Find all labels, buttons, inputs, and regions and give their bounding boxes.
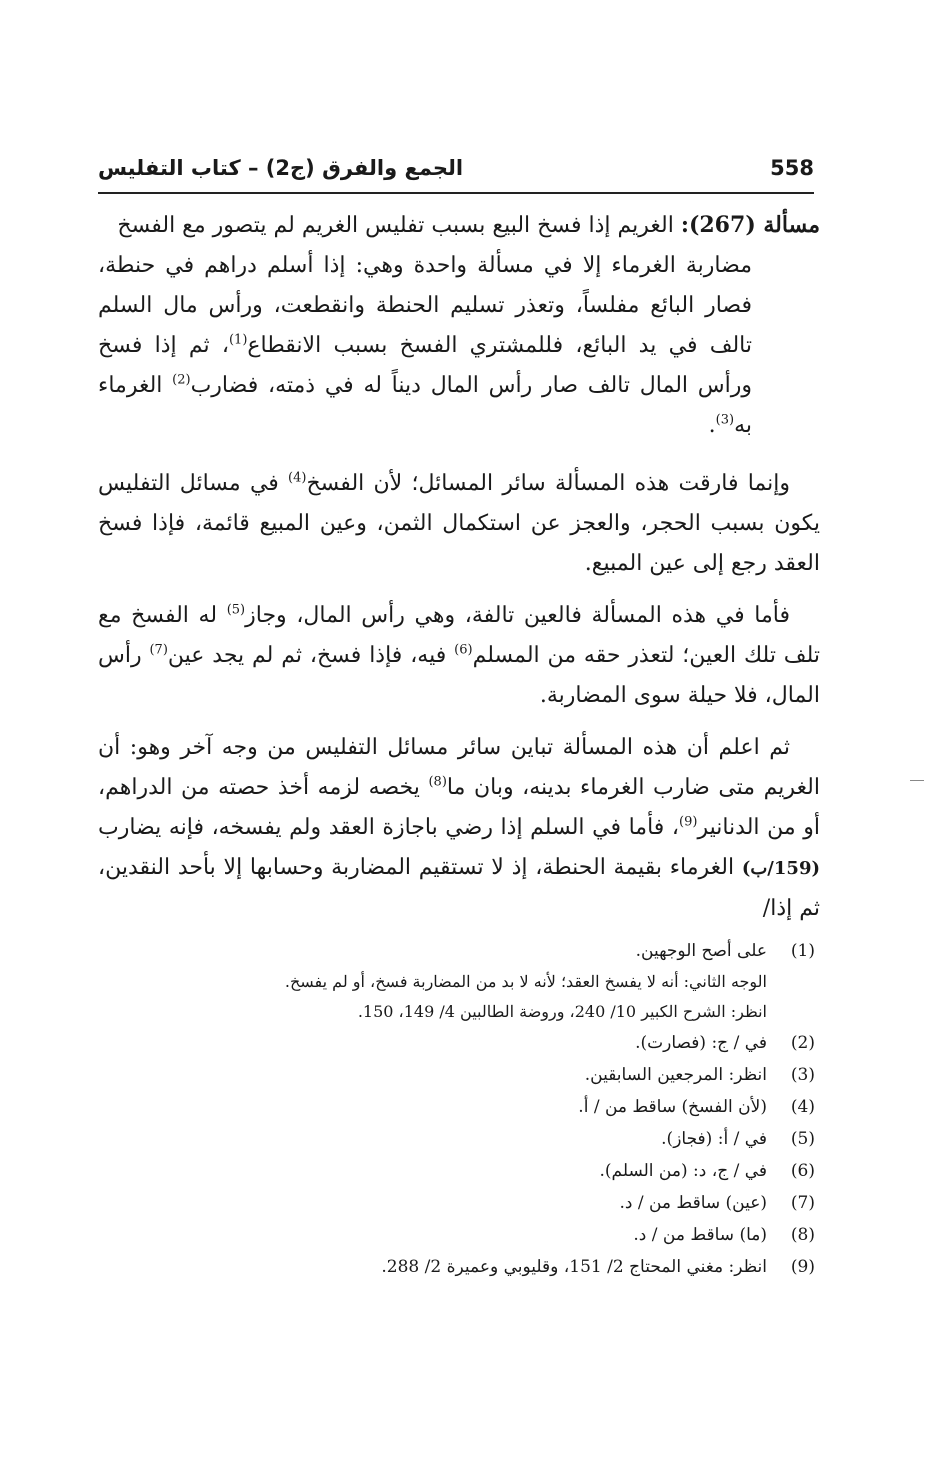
masala-text-a: مضاربة الغرماء إلا في مسألة واحدة وهي: إذا أسلم دراهم في حنطة، فصار البائع مفلساً، وتعذر تسليم الحنطة وانقطعت، ورأس مال السلم تالف في يد البائع، فللمشتري الفسخ بسبب الانقطاع: [98, 253, 752, 358]
main-text: [98, 205, 820, 941]
p4-text-d: الغرماء بقيمة الحنطة، إذ لا تستقيم المضاربة وحسابها إلا بأحد النقدين، ثم إذا/: [98, 855, 820, 921]
footnote-number: (2): [790, 1033, 815, 1053]
footnote-text: انظر: المرجعين السابقين.: [584, 1065, 767, 1085]
footnote-ref-8[interactable]: (8): [428, 774, 447, 790]
p3-text-c: فيه، فإذا فسخ، ثم لم يجد عين: [167, 643, 455, 668]
footnote-text: على أصح الوجهين.: [635, 941, 767, 961]
margin-mark: [910, 780, 924, 781]
footnote-5: [150, 1123, 815, 1155]
footnote-text: (ما) ساقط من / د.: [633, 1225, 767, 1245]
footnote-1-continuation: الوجه الثاني: أنه لا يفسخ العقد؛ لأنه لا بد من المضاربة فسخ، أو لم يفسخ.: [284, 972, 767, 991]
footnote-4: [150, 1091, 815, 1123]
footnote-text: في / أ: (فجاز).: [661, 1129, 767, 1149]
paragraph-2: [98, 464, 820, 584]
footnotes: [150, 935, 815, 1283]
page-header: [98, 150, 814, 186]
footnote-ref-5[interactable]: (5): [226, 602, 246, 618]
p4-text-c: ، فأما في السلم إذا رضي باجازة العقد ولم يفسخه، فإنه يضارب: [98, 815, 679, 840]
masala-line1: الغريم إذا فسخ البيع بسبب تفليس الغريم لم يتصور مع الفسخ: [117, 213, 674, 238]
footnote-text: في / ج، د: (من السلم).: [599, 1161, 767, 1181]
manuscript-folio-marker: (159/ب): [741, 858, 820, 879]
footnote-ref-9[interactable]: (9): [679, 814, 698, 830]
masala-paragraph: [98, 205, 820, 446]
masala-text-b: ، ثم إذا فسخ ورأس المال تالف صار رأس المال ديناً له في ذمته، فضارب: [98, 333, 752, 398]
footnote-number: (5): [790, 1129, 815, 1149]
footnote-8: [150, 1219, 815, 1251]
footnote-ref-6[interactable]: (6): [454, 642, 473, 658]
footnote-text: (لأن الفسخ) ساقط من / أ.: [578, 1097, 767, 1117]
footnote-1: [150, 935, 815, 967]
footnote-ref-3[interactable]: (3): [715, 412, 735, 428]
footnote-number: (1): [790, 941, 815, 961]
footnote-1-references: انظر: الشرح الكبير 10/ 240، وروضة الطالبين 4/ 149، 150.: [357, 1002, 767, 1021]
p2-text-b: في مسائل التفليس يكون بسبب الحجر، والعجز عن استكمال الثمن، وعين المبيع قائمة، فإذا فسخ العقد رجع إلى عين المبيع.: [98, 471, 820, 576]
running-title: الجمع والفرق (ج2) – كتاب التفليس: [98, 156, 464, 180]
footnote-ref-7[interactable]: (7): [149, 642, 168, 658]
p3-text-d: رأس المال، فلا حيلة سوى المضاربة.: [98, 643, 820, 708]
p3-text-b: له الفسخ مع تلف تلك العين؛ لتعذر حقه من المسلم: [98, 603, 820, 668]
footnote-number: (9): [790, 1257, 815, 1277]
footnote-text: انظر: مغني المحتاج 2/ 151، وقليوبي وعميرة 2/ 288.: [381, 1257, 767, 1277]
footnote-ref-2[interactable]: (2): [172, 372, 191, 388]
footnote-ref-1[interactable]: (1): [228, 332, 248, 348]
footnote-3: [150, 1059, 815, 1091]
footnote-ref-4[interactable]: (4): [288, 470, 307, 486]
footnote-text: (عين) ساقط من / د.: [619, 1193, 767, 1213]
footnote-number: (7): [790, 1193, 815, 1213]
p4-text-b: يخصه لزمه أخذ حصته من الدراهم، أو من الدنانير: [98, 775, 820, 840]
paragraph-4: [98, 728, 820, 929]
footnote-number: (4): [790, 1097, 815, 1117]
footnote-text: في / ج: (فصارت).: [635, 1033, 767, 1053]
footnote-number: (8): [790, 1225, 815, 1245]
header-rule: [98, 192, 814, 194]
masala-text-c: الغرماء به: [98, 373, 752, 438]
footnote-2: [150, 1027, 815, 1059]
masala-label: مسألة (267):: [680, 212, 820, 238]
footnote-number: (3): [790, 1065, 815, 1085]
footnote-9: [150, 1251, 815, 1283]
masala-text-d: .: [708, 413, 716, 438]
p3-text-a: فأما في هذه المسألة فالعين تالفة، وهي رأس المال، وجاز: [245, 603, 790, 628]
paragraph-3: [98, 596, 820, 716]
footnote-6: [150, 1155, 815, 1187]
p2-text-a: وإنما فارقت هذه المسألة سائر المسائل؛ لأن الفسخ: [306, 471, 790, 496]
page-number: 558: [770, 156, 814, 180]
footnote-7: [150, 1187, 815, 1219]
footnote-number: (6): [790, 1161, 815, 1181]
p4-text-a: ثم اعلم أن هذه المسألة تباين سائر مسائل التفليس من وجه آخر وهو: أن الغريم متى ضارب الغرماء بدينه، وبان ما: [98, 735, 820, 800]
